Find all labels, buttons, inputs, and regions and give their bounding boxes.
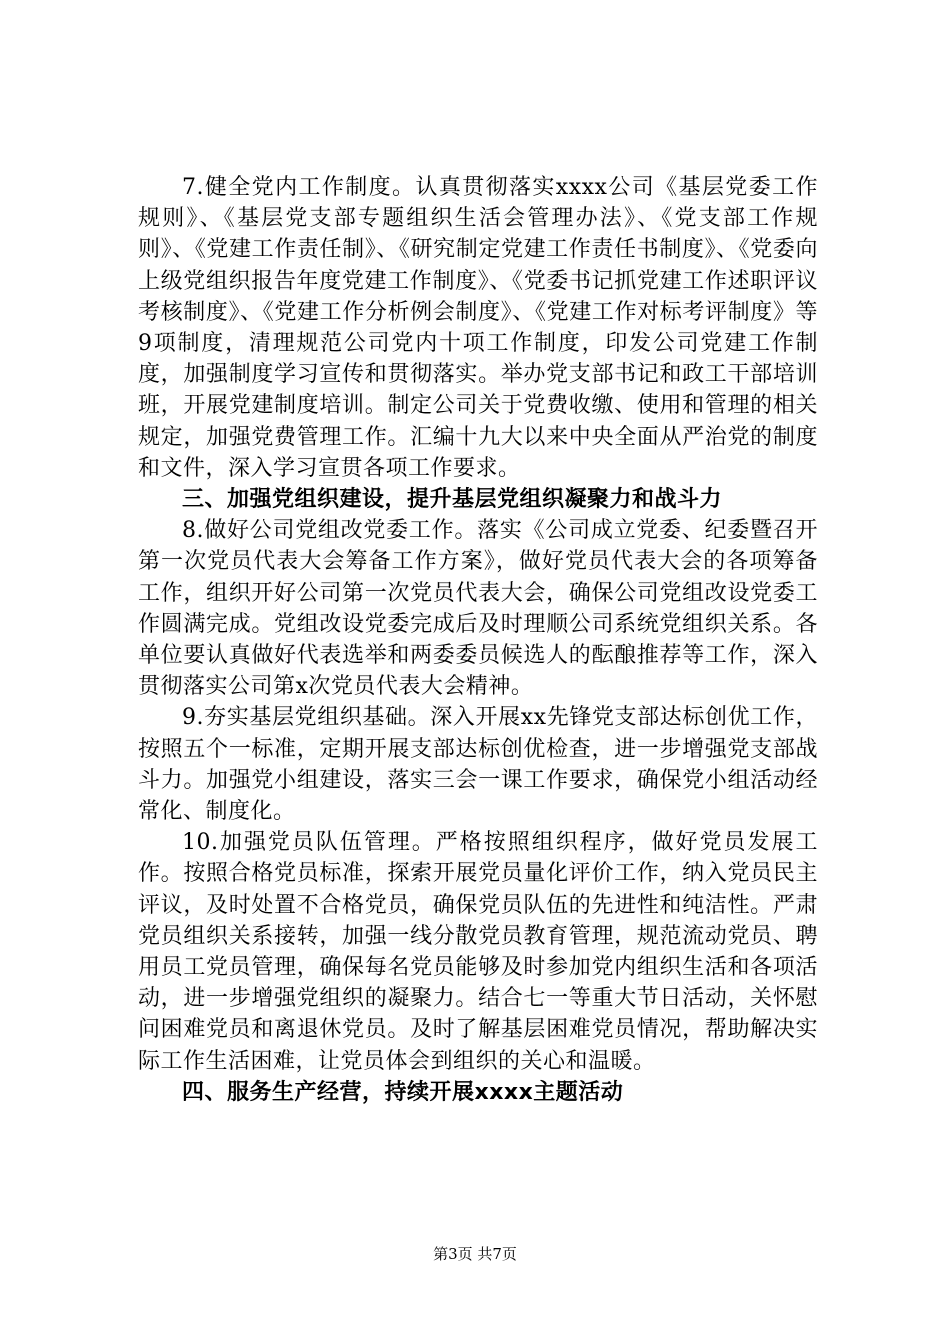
section-heading-4: 四、服务生产经营，持续开展xxxx主题活动 [182, 1079, 624, 1105]
paragraph-8: 8.做好公司党组改党委工作。落实《公司成立党委、纪委暨召开第一次党员代表大会筹备工作方案》，做好党员代表大会的各项筹备工作，组织开好公司第一次党员代表大会，确保公司党组改设党委工作圆满完成。党组改设党委完成后及时理顺公司系统党组织关系。各单位要认真做好代表选举和两委委员候选人的酝酿推荐等工作，深入贯彻落实公司第x次党员代表大会精神。 [138, 518, 818, 700]
paragraph-10: 10.加强党员队伍管理。严格按照组织程序，做好党员发展工作。按照合格党员标准，探索开展党员量化评价工作，纳入党员民主评议，及时处置不合格党员，确保党员队伍的先进性和纯洁性。严肃党员组织关系接转，加强一线分散党员教育管理，规范流动党员、聘用员工党员管理，确保每名党员能够及时参加党内组织生活和各项活动，进一步增强党组织的凝聚力。结合七一等重大节日活动，关怀慰问困难党员和离退休党员。及时了解基层困难党员情况，帮助解决实际工作生活困难，让党员体会到组织的关心和温暖。 [138, 830, 818, 1074]
document-body [138, 172, 818, 1108]
paragraph-7: 7.健全党内工作制度。认真贯彻落实xxxx公司《基层党委工作规则》、《基层党支部专题组织生活会管理办法》、《党支部工作规则》、《党建工作责任制》、《研究制定党建工作责任书制度》、《党委向上级党组织报告年度党建工作制度》、《党委书记抓党建工作述职评议考核制度》、《党建工作分析例会制度》、《党建工作对标考评制度》等9项制度，清理规范公司党内十项工作制度，印发公司党建工作制度，加强制度学习宣传和贯彻落实。举办党支部书记和政工干部培训班，开展党建制度培训。制定公司关于党费收缴、使用和管理的相关规定，加强党费管理工作。汇编十九大以来中央全面从严治党的制度和文件，深入学习宣贯各项工作要求。 [138, 175, 818, 481]
section-heading-3: 三、加强党组织建设，提升基层党组织凝聚力和战斗力 [182, 487, 723, 513]
page-footer: 第3页 共7页 [433, 1245, 517, 1263]
paragraph-9: 9.夯实基层党组织基础。深入开展xx先锋党支部达标创优工作，按照五个一标准，定期开展支部达标创优检查，进一步增强党支部战斗力。加强党小组建设，落实三会一课工作要求，确保党小组活动经常化、制度化。 [138, 705, 818, 825]
